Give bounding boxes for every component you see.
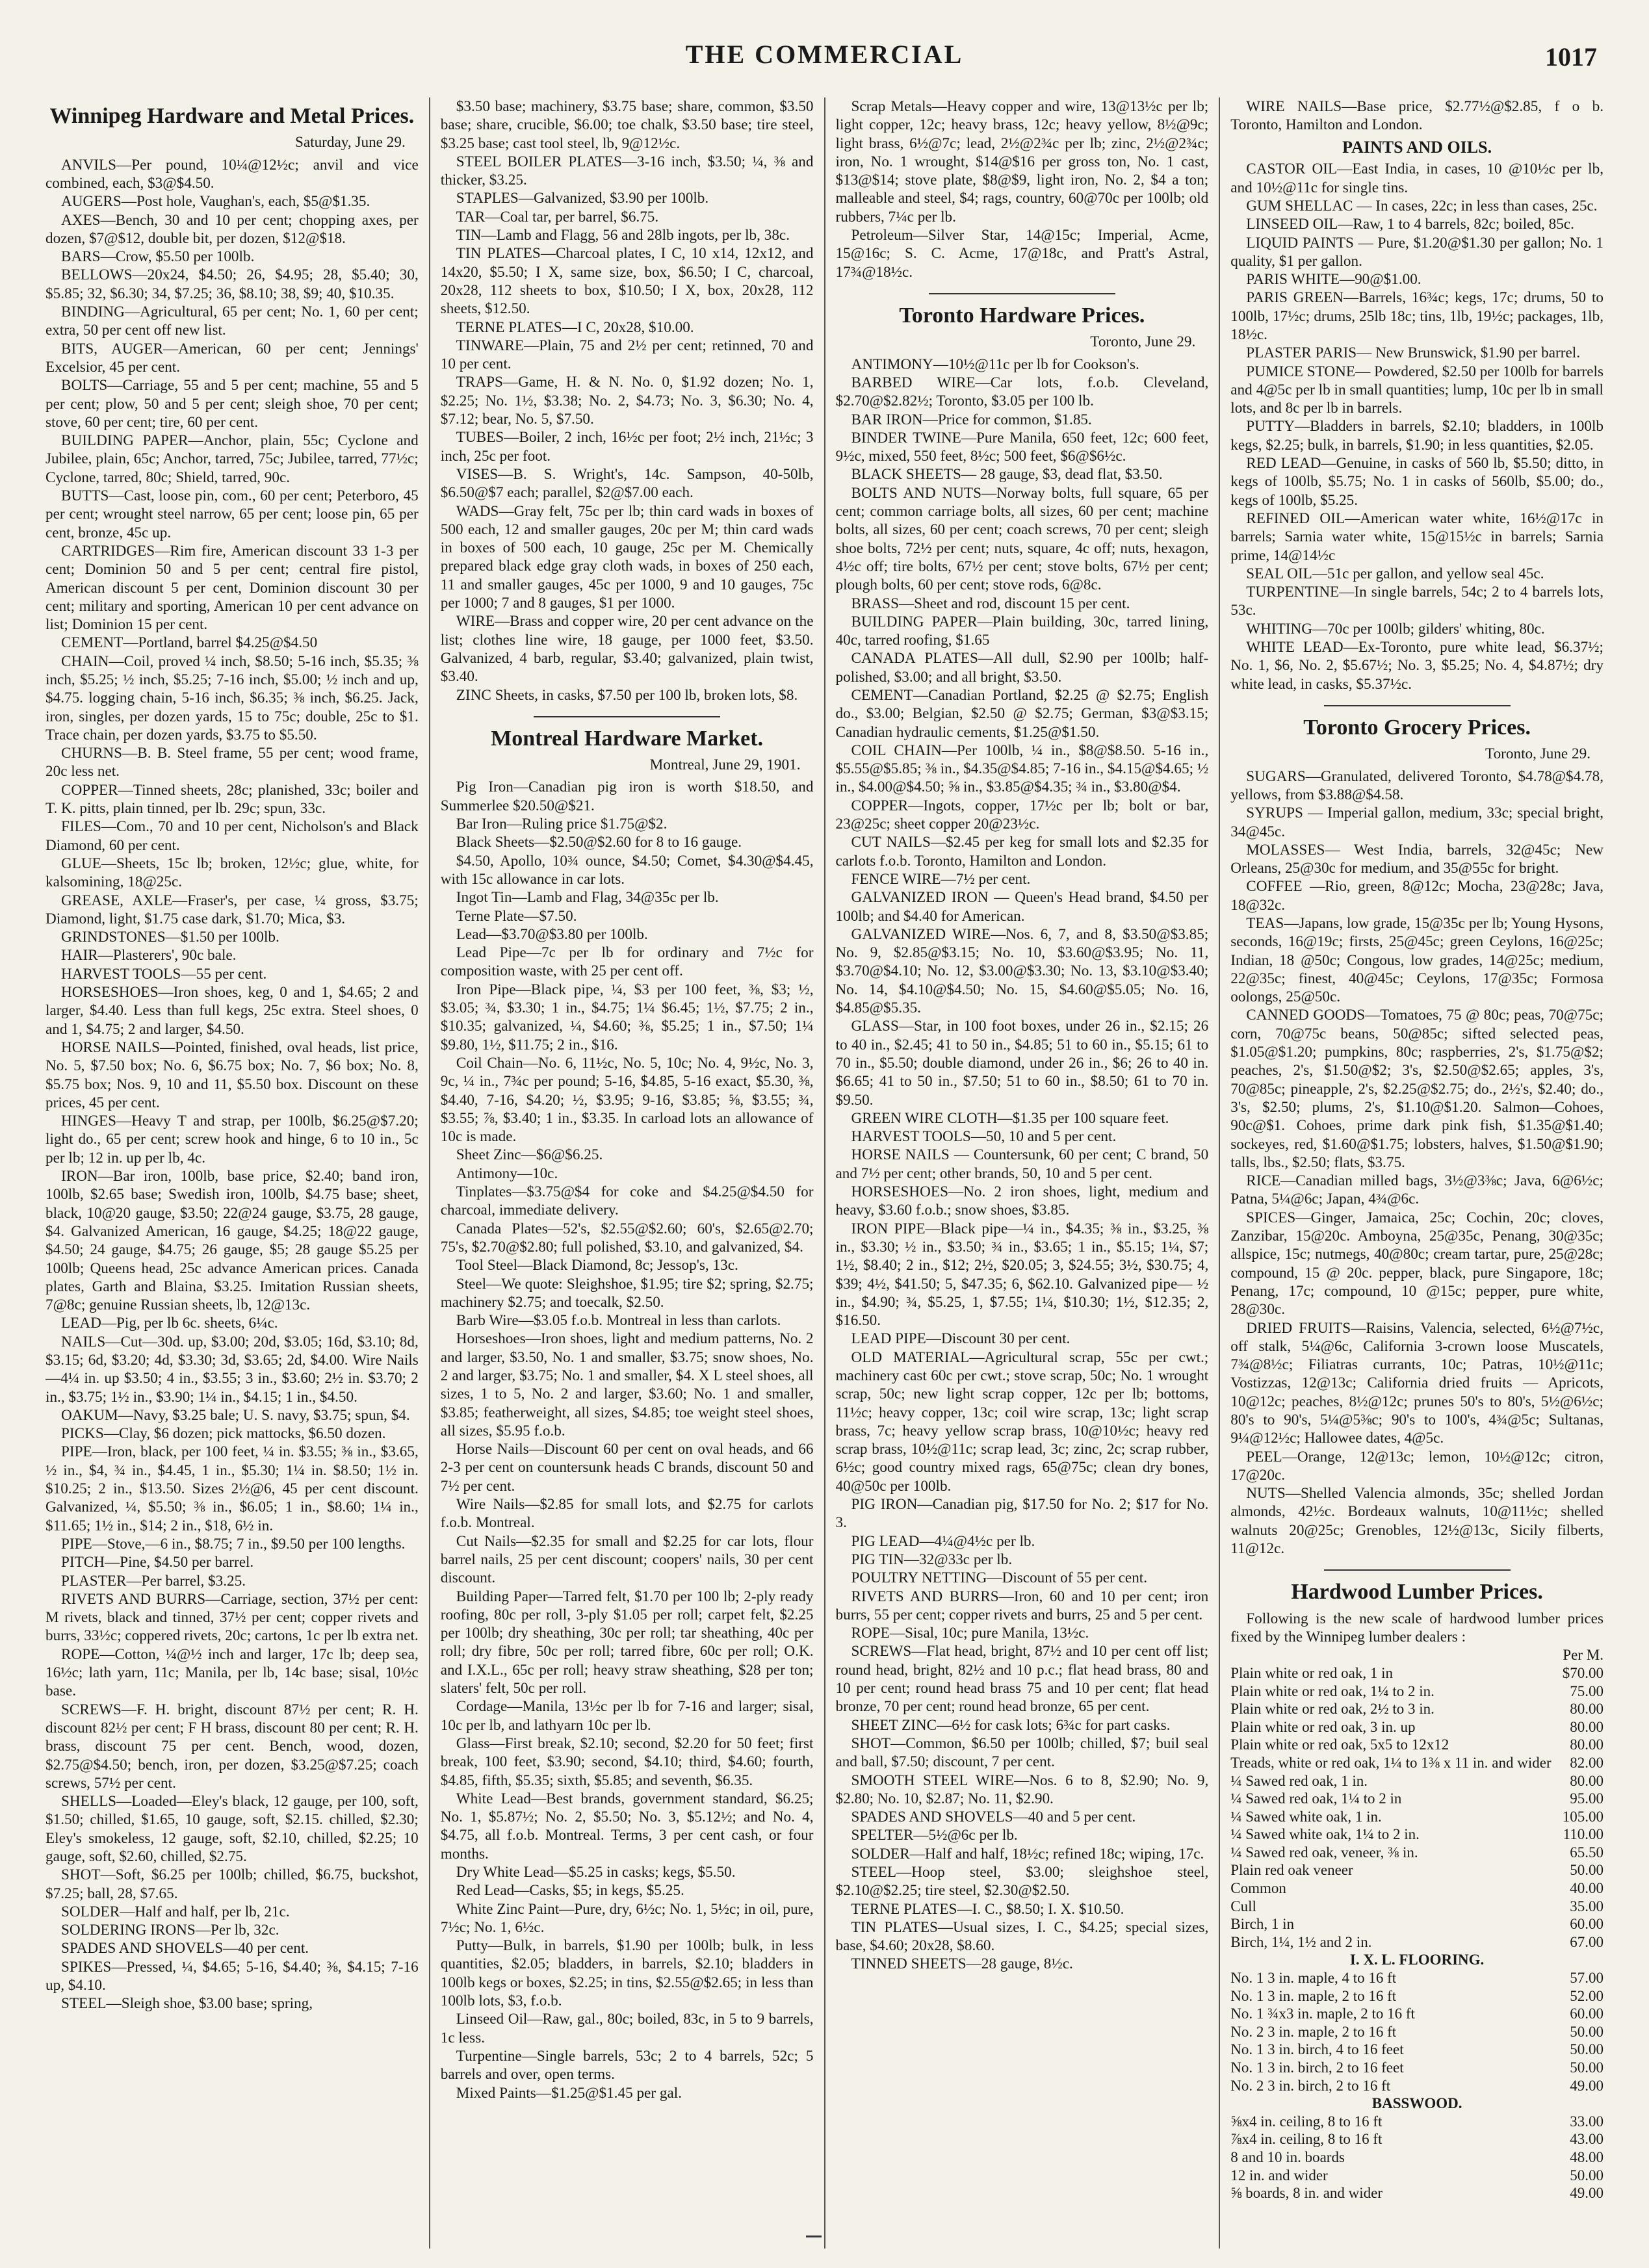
price-entry: STEEL—Sleigh shoe, $3.00 base; spring,: [61, 1995, 313, 2013]
price-entry: TERNE PLATES—I. C., $8.50; I. X. $10.50.: [851, 1900, 1124, 1918]
price-entry: SPELTER—5½@6c per lb.: [851, 1827, 1018, 1844]
table-row: [1230, 2077, 1604, 2095]
price-entry: PIG IRON—Canadian pig, $17.50 for No. 2; $17 for No. 3.: [835, 1496, 1209, 1532]
price-entry: Tinplates—$3.75@$4 for coke and $4.25@$4.50 for charcoal, immediate delivery.: [440, 1183, 814, 1219]
price-entry: ROPE—Sisal, 10c; pure Manila, 13½c.: [851, 1625, 1089, 1642]
column-3: [836, 97, 1209, 2249]
price-entry: Putty—Bulk, in barrels, $1.90 per 100lb; bulk, in less quantities, $2.05; bladders, in barrels, $2.10; bladders in 100lb kegs or boxes, $2.25; in tins, $2.55@$2.65; in less than 100lb lots, $3, f.o.b.: [440, 1937, 814, 2010]
table-subhead-row: [1230, 2094, 1604, 2113]
price-entry: White Zinc Paint—Pure, dry, 6½c; No. 1, 5½c; in oil, pure, 7½c; No. 1, 6½c.: [440, 1900, 814, 1936]
lumber-price: 33.00: [1570, 2113, 1604, 2130]
lumber-item: 12 in. and wider: [1230, 2167, 1328, 2184]
price-entry: RIVETS AND BURRS—Carriage, section, 37½ per cent: M rivets, black and tinned, 37½ per cent; copper rivets and burrs, 33½c; coppered rivets, 20c; cartons, 1c per lb extra net.: [45, 1590, 419, 1645]
price-entry: PIG TIN—32@33c per lb.: [851, 1551, 1013, 1568]
price-entry: TURPENTINE—In single barrels, 54c; 2 to 4 barrels lots, 53c.: [1230, 584, 1604, 619]
lumber-item: Birch, 1 in: [1230, 1916, 1294, 1933]
subsection-heading: PAINTS AND OILS.: [1342, 137, 1492, 157]
price-entry: TRAPS—Game, H. & N. No. 0, $1.92 dozen; No. 1, $2.25; No. 1½, $3.38; No. 2, $4.73; No. 3, $6.30; No. 4, $7.12; bear, No. 5, $7.50.: [440, 374, 814, 428]
price-entry: LEAD—Pig, per lb 6c. sheets, 6¼c.: [61, 1315, 278, 1332]
column-rule: [824, 97, 825, 2249]
price-entry: AUGERS—Post hole, Vaughan's, each, $5@$1.35.: [61, 193, 370, 211]
price-entry: TERNE PLATES—I C, 20x28, $10.00.: [456, 318, 694, 336]
lumber-price: 110.00: [1563, 1826, 1604, 1843]
lumber-item: ¼ Sawed red oak, veneer, ⅜ in.: [1230, 1844, 1418, 1861]
price-entry: TINWARE—Plain, 75 and 2½ per cent; retinned, 70 and 10 per cent.: [440, 337, 814, 373]
columns: [45, 97, 1604, 2249]
price-entry: OAKUM—Navy, $3.25 bale; U. S. navy, $3.75; spun, $4.: [61, 1406, 410, 1424]
unit-header: Per M.: [1563, 1647, 1604, 1664]
lumber-item: ⅞x4 in. ceiling, 8 to 16 ft: [1230, 2131, 1383, 2148]
price-entry: CEMENT—Portland, barrel $4.25@$4.50: [61, 634, 318, 652]
lumber-price: 67.00: [1570, 1933, 1604, 1950]
price-entry: HORSESHOES—Iron shoes, keg, 0 and 1, $4.65; 2 and larger, $4.40. Less than full kegs, 25c extra. Steel shoes, 0 and 1, $4.75; 2 and larger, $4.50.: [45, 984, 419, 1038]
journal-title: THE COMMERCIAL: [685, 40, 964, 69]
section-rule: [929, 293, 1115, 294]
price-entry: COPPER—Ingots, copper, 17½c per lb; bolt or bar, 23@25c; sheet copper 20@23½c.: [835, 797, 1209, 833]
table-row: [1230, 1682, 1604, 1701]
price-entry: GALVANIZED WIRE—Nos. 6, 7, and 8, $3.50@$3.85; No. 9, $2.85@$3.15; No. 10, $3.60@$3.95; No. 11, $3.70@$4.10; No. 12, $3.00@$3.30; No. 13, $3.10@$3.40; No. 14, $4.10@$4.50; No. 15, $4.60@$5.05; No. 16, $4.85@$5.35.: [835, 925, 1209, 1017]
section-intro: Following is the new scale of hardwood lumber prices fixed by the Winnipeg lumber dealers :: [1230, 1610, 1604, 1646]
table-header-row: [1230, 1646, 1604, 1664]
dateline: Toronto, June 29.: [1485, 745, 1591, 763]
price-entry: HORSESHOES—No. 2 iron shoes, light, medium and heavy, $3.60 f.o.b.; snow shoes, $3.85.: [835, 1183, 1209, 1219]
price-entry: STEEL—Hoop steel, $3.00; sleighshoe steel, $2.10@$2.25; tire steel, $2.30@$2.50.: [835, 1864, 1209, 1900]
price-entry: HARVEST TOOLS—55 per cent.: [61, 965, 267, 983]
price-entry: HORSE NAILS—Pointed, finished, oval heads, list price, No. 5, $7.50 box; No. 6, $6.75 box; No. 7, $6 box; No. 8, $5.75 box; Nos. 9, 10 and 11, $5.50 box. Discount on these prices, 45 per cent.: [45, 1038, 419, 1111]
price-entry: PITCH—Pine, $4.50 per barrel.: [61, 1554, 254, 1571]
price-entry: Sheet Zinc—$6@$6.25.: [456, 1146, 603, 1164]
price-entry: Barb Wire—$3.05 f.o.b. Montreal in less than carlots.: [456, 1312, 781, 1330]
price-entry: $3.50 base; machinery, $3.75 base; share, common, $3.50 base; share, crucible, $6.00; toe chalk, $3.50 base; tire steel, $3.25 base; cast tool steel, lb, 9@12½c.: [440, 98, 814, 152]
price-entry: HAIR—Plasterers', 90c bale.: [61, 947, 237, 964]
price-entry: TIN PLATES—Usual sizes, I. C., $4.25; special sizes, base, $4.60; 20x28, $8.60.: [835, 1918, 1209, 1955]
price-entry: TAR—Coal tar, per barrel, $6.75.: [456, 208, 659, 226]
price-entry: Lead—$3.70@$3.80 per 100lb.: [456, 925, 648, 943]
price-entry: GLUE—Sheets, 15c lb; broken, 12½c; glue, white, for kalsomining, 18@25c.: [45, 855, 419, 891]
price-entry: Tool Steel—Black Diamond, 8c; Jessop's, 13c.: [456, 1257, 738, 1274]
lumber-item: ¼ Sawed red oak, 1 in.: [1230, 1772, 1368, 1789]
table-row: [1230, 1754, 1604, 1772]
price-entry: CASTOR OIL—East India, in cases, 10 @10½c per lb, and 10½@11c for single tins.: [1230, 161, 1604, 196]
price-entry: TIN PLATES—Charcoal plates, I C, 10 x14, 12x12, and 14x20, $5.50; I X, same size, box, $6.50; I C, charcoal, 20x28, 112 sheets to box, $10.50; I X, box, 20x28, 112 sheets, $12.50.: [440, 245, 814, 318]
column-1: [45, 97, 419, 2249]
price-entry: Wire Nails—$2.85 for small lots, and $2.75 for carlots f.o.b. Montreal.: [440, 1496, 814, 1532]
price-entry: Black Sheets—$2.50@$2.60 for 8 to 16 gauge.: [456, 834, 742, 851]
lumber-price: 65.50: [1570, 1844, 1604, 1861]
price-entry: Coil Chain—No. 6, 11½c, No. 5, 10c; No. 4, 9½c, No. 3, 9c, ¼ in., 7¾c per pound; 5-16, $4.85, 5-16 exact, $5.30, ⅜, $4.40, 7-16, $4.20; ½, $3.95; 9-16, $3.85; ⅝, $3.55; ¾, $3.55; ⅞, $3.40; 1 in., $3.35. In carload lots an allowance of 10c is made.: [440, 1054, 814, 1146]
price-entry: PUTTY—Bladders in barrels, $2.10; bladders, in 100lb kegs, $2.25; bulk, in barrels, $1.90; in less quantities, $2.05.: [1230, 418, 1604, 454]
table-row: [1230, 1844, 1604, 1862]
price-entry: RICE—Canadian milled bags, 3½@3⅜c; Java, 6@6½c; Patna, 5¼@6c; Japan, 4¾@6c.: [1230, 1172, 1604, 1208]
price-entry: CANNED GOODS—Tomatoes, 75 @ 80c; peas, 70@75c; corn, 70@75c beans, 50@85c; sifted selected peas, $1.05@$1.20; pumpkins, 80c; raspberries, 2's, $1.75@$2; peaches, 2's, $1.50@$2; 3's, $2.50@$2.65; apples, 3's, 70@85c; pineapple, 2's, $2.25@$2.75; do., 2½'s, $2.40; do., 3's, $2.50; plums, 2's, $1.10@$1.20. Salmon—Cohoes, 90c@$1. Cohoes, prime dark pink fish, $1.35@$1.40; sockeyes, red, $1.60@$1.75; lobsters, halves, $1.50@$1.90; talls, lbs., $2.50; flats, $3.75.: [1230, 1007, 1604, 1171]
price-entry: BARS—Crow, $5.50 per 100lb.: [61, 248, 255, 266]
price-entry: GRINDSTONES—$1.50 per 100lb.: [61, 929, 279, 946]
lumber-item: ⅝ boards, 8 in. and wider: [1230, 2185, 1383, 2202]
table-row: [1230, 1915, 1604, 1933]
price-entry: SEAL OIL—51c per gallon, and yellow seal 45c.: [1246, 565, 1544, 582]
price-entry: BOLTS AND NUTS—Norway bolts, full square, 65 per cent; common carriage bolts, all sizes, 60 per cent; machine bolts, all sizes, 60 per cent; coach screws, 70 per cent; sleigh shoe bolts, 72½ per cent; nuts, square, 4c off; nuts, hexagon, 4½c off; tire bolts, 67½ per cent; stove bolts, 67½ per cent; plough bolts, 60 per cent; stove rods, 6@8c.: [835, 484, 1209, 594]
price-entry: LIQUID PAINTS — Pure, $1.20@$1.30 per gallon; No. 1 quality, $1 per gallon.: [1230, 234, 1604, 270]
price-entry: IRON—Bar iron, 100lb, base price, $2.40; band iron, 100lb, $2.65 base; Swedish iron, 100lb, $4.75 base; sheet, black, 10@20 gauge, $3.50; 22@24 gauge, $3.75, 28 gauge, $4. Galvanized American, 16 gauge, $4.25; 18@22 gauge, $4.50; 24 gauge, $4.75; 26 gauge, $5; 28 gauge $5.25 per 100lb; Queens head, 25c advance American prices. Canada plates, Garth and Blaina, $3.25. Imitation Russian sheets, 7@8c; genuine Russian sheets, lb, 12@13c.: [45, 1168, 419, 1314]
price-entry: GREEN WIRE CLOTH—$1.35 per 100 square feet.: [851, 1109, 1169, 1127]
lumber-price: 50.00: [1570, 2167, 1604, 2184]
lumber-price: 40.00: [1570, 1880, 1604, 1897]
lumber-item: Plain red oak veneer: [1230, 1862, 1353, 1879]
lumber-price: 95.00: [1570, 1790, 1604, 1807]
table-row: [1230, 1969, 1604, 1987]
lumber-price: 75.00: [1570, 1682, 1604, 1699]
price-entry: SHOT—Common, $6.50 per 100lb; chilled, $7; buil seal and ball, $7.50; discount, 7 per cent.: [835, 1734, 1209, 1771]
section-title: Hardwood Lumber Prices.: [1291, 1580, 1543, 1604]
price-entry: SPIKES—Pressed, ¼, $4.65; 5-16, $4.40; ⅜, $4.15; 7-16 up, $4.10.: [45, 1958, 419, 1994]
price-entry: Linseed Oil—Raw, gal., 80c; boiled, 83c, in 5 to 9 barrels, 1c less.: [440, 2011, 814, 2046]
price-entry: SOLDER—Half and half, 18½c; refined 18c; wiping, 17c.: [851, 1845, 1204, 1862]
price-entry: WIRE NAILS—Base price, $2.77½@$2.85, f o b. Toronto, Hamilton and London.: [1230, 98, 1604, 134]
lumber-item: Treads, white or red oak, 1¼ to 1⅜ x 11 in. and wider: [1230, 1754, 1552, 1771]
lumber-price: 60.00: [1570, 2005, 1604, 2022]
price-entry: BRASS—Sheet and rod, discount 15 per cent.: [851, 595, 1130, 612]
table-row: [1230, 2184, 1604, 2202]
price-entry: Building Paper—Tarred felt, $1.70 per 100 lb; 2-ply ready roofing, 80c per roll, 3-ply $1.05 per roll; carpet felt, $2.25 per 100lb; dry sheathing, 30c per roll; tar sheathing, 40c per roll; dry fibre, 50c per roll; tarred fibre, 60c per roll; O.K. and I.X.L., 65c per roll; heavy straw sheathing, $28 per ton; slaters' felt, 50c per roll.: [440, 1588, 814, 1697]
price-entry: Cordage—Manila, 13½c per lb for 7-16 and larger; sisal, 10c per lb, and lathyarn 10c per lb.: [440, 1698, 814, 1734]
price-entry: Steel—We quote: Sleighshoe, $1.95; tire $2; spring, $2.75; machinery $2.75; and toecalk, $2.50.: [440, 1275, 814, 1311]
price-entry: SPADES AND SHOVELS—40 per cent.: [61, 1940, 309, 1957]
price-entry: FILES—Com., 70 and 10 per cent, Nicholson's and Black Diamond, 60 per cent.: [45, 818, 419, 854]
price-entry: ANTIMONY—10½@11c per lb for Cookson's.: [851, 355, 1139, 373]
lumber-price: 50.00: [1570, 2059, 1604, 2076]
table-row: [1230, 2130, 1604, 2148]
price-entry: PIPE—Iron, black, per 100 feet, ¼ in. $3.55; ⅜ in., $3.65, ½ in., $4, ¾ in., $4.45, 1 in., $5.30; 1¼ in. $8.50; 1½ in. $10.25; 2 in., $13.50. Sizes 2½@6, 45 per cent discount. Galvanized, ¼, $5.50; ⅜ in., $6.05; 1 in., $8.60; 1¼ in., $11.65; 1½ in., $14; 2 in., $18, 6½ in.: [45, 1443, 419, 1534]
price-entry: GALVANIZED IRON — Queen's Head brand, $4.50 per 100lb; and $4.40 for American.: [835, 889, 1209, 925]
price-entry: CHURNS—B. B. Steel frame, 55 per cent; wood frame, 20c less net.: [45, 745, 419, 780]
price-entry: Horse Nails—Discount 60 per cent on oval heads, and 66 2-3 per cent on countersunk heads C brands, discount 50 and 7½ per cent.: [440, 1441, 814, 1495]
price-entry: TEAS—Japans, low grade, 15@35c per lb; Young Hysons, seconds, 16@19c; firsts, 25@45c; green Ceylons, 16@25c; Indian, 18 @50c; Congous, low grades, 14@25c; medium, 22@35c; finest, 40@45c; Ceylons, 17@35c; Formosa oolongs, 25@50c.: [1230, 914, 1604, 1006]
price-entry: STEEL BOILER PLATES—3-16 inch, $3.50; ¼, ⅜ and thicker, $3.25.: [440, 153, 814, 189]
column-2: [441, 97, 814, 2249]
lumber-price: 49.00: [1570, 2077, 1604, 2094]
table-row: [1230, 1808, 1604, 1826]
price-entry: Terne Plate—$7.50.: [456, 907, 577, 925]
table-row: [1230, 1898, 1604, 1916]
lumber-item: No. 1 3 in. birch, 2 to 16 feet: [1230, 2059, 1404, 2076]
table-subhead: I. X. L. FLOORING.: [1349, 1952, 1485, 1968]
lumber-item: Plain white or red oak, 1 in: [1230, 1664, 1394, 1681]
table-row: [1230, 2148, 1604, 2167]
price-entry: WIRE—Brass and copper wire, 20 per cent advance on the list; clothes line wire, 18 gauge, per 1000 feet, $3.50. Galvanized, 4 barb, regular, $3.40; galvanized, plain twist, $3.40.: [440, 613, 814, 686]
price-entry: FENCE WIRE—7½ per cent.: [851, 870, 1031, 888]
price-entry: PLASTER PARIS— New Brunswick, $1.90 per barrel.: [1246, 344, 1580, 362]
table-row: [1230, 1879, 1604, 1898]
price-entry: PIG LEAD—4¼@4½c per lb.: [851, 1532, 1035, 1550]
price-entry: REFINED OIL—American water white, 16½@17c in barrels; Sarnia water white, 15@15½c in barrels; Sarnia prime, 14@14½c: [1230, 509, 1604, 564]
price-entry: TUBES—Boiler, 2 inch, 16½c per foot; 2½ inch, 21½c; 3 inch, 25c per foot.: [440, 429, 814, 465]
price-entry: Scrap Metals—Heavy copper and wire, 13@13½c per lb; light copper, 12c; heavy brass, 12c; heavy yellow, 8½@9c; light brass, 6½@7c; lead, 2½@2¾c per lb; zinc, 2½@2¾c; iron, No. 1 wrought, $14@$16 per gross ton, No. 1 cast, $13@$14; stove plate, $8@$9, light iron, No. 2, $4 a ton; malleable and steel, $4; rags, country, 60@70c per 100lb; old rubbers, 7¼c per lb.: [835, 98, 1209, 226]
price-entry: PICKS—Clay, $6 dozen; pick mattocks, $6.50 dozen.: [61, 1425, 386, 1443]
price-entry: SHOT—Soft, $6.25 per 100lb; chilled, $6.75, buckshot, $7.25; ball, 28, $7.65.: [45, 1866, 419, 1902]
price-entry: Horseshoes—Iron shoes, light and medium patterns, No. 2 and larger, $3.50, No. 1 and smaller, $3.75; snow shoes, No. 2 and larger, $3.75; No. 1 and smaller, $4. X L steel shoes, all sizes, 1 to 5, No. 2 and larger, $3.60; No. 1 and smaller, $3.85; featherweight, all sizes, $4.85; toe weight steel shoes, all sizes, $5.95 f.o.b.: [440, 1330, 814, 1439]
price-entry: Cut Nails—$2.35 for small and $2.25 for car lots, flour barrel nails, 25 per cent discount; coopers' nails, 30 per cent discount.: [440, 1532, 814, 1587]
table-row: [1230, 2113, 1604, 2131]
table-row: [1230, 1861, 1604, 1879]
table-row: [1230, 1772, 1604, 1790]
lumber-price: $70.00: [1562, 1664, 1604, 1681]
price-entry: SHELLS—Loaded—Eley's black, 12 gauge, per 100, soft, $1.50; chilled, $1.65, 10 gauge, soft, $2.15. chilled, $2.30; Eley's smokeless, 12 gauge, soft, $2.10, chilled, $2.25; 10 gauge, soft, $2.60, chilled, $2.75.: [45, 1793, 419, 1865]
price-entry: PEEL—Orange, 12@13c; lemon, 10½@12c; citron, 17@20c.: [1230, 1448, 1604, 1484]
price-entry: WADS—Gray felt, 75c per lb; thin card wads in boxes of 500 each, 12 and smaller gauges, 20c per M; thin card wads in boxes of 500 each, 10 gauge, 25c per M. Chemically prepared black edge gray cloth wads, in boxes of 250 each, 11 and smaller gauges, 45c per 1000, 9 and 10 gauges, 75c per 1000; 7 and 8 gauges, $1 per 1000.: [440, 502, 814, 612]
price-entry: Iron Pipe—Black pipe, ¼, $3 per 100 feet, ⅜, $3; ½, $3.05; ¾, $3.30; 1 in., $4.75; 1¼ $6.45; 1½, $7.75; 2 in., $10.35; galvanized, ¼, $4.60; ⅜, $5.25; 1 in., $7.50; 1¼ $9.80, 1½, $11.75; 2 in., $16.: [440, 981, 814, 1053]
table-row: [1230, 1790, 1604, 1808]
lumber-item: 8 and 10 in. boards: [1230, 2148, 1345, 2165]
price-entry: Turpentine—Single barrels, 53c; 2 to 4 barrels, 52c; 5 barrels and over, open terms.: [440, 2047, 814, 2083]
lumber-item: No. 2 3 in. maple, 2 to 16 ft: [1230, 2023, 1397, 2040]
lumber-price: 80.00: [1570, 1718, 1604, 1735]
price-entry: SMOOTH STEEL WIRE—Nos. 6 to 8, $2.90; No. 9, $2.80; No. 10, $2.87; No. 11, $2.90.: [835, 1772, 1209, 1807]
table-header-spacer: [1230, 1646, 1561, 1664]
lumber-price: 57.00: [1570, 1970, 1604, 1987]
price-entry: CHAIN—Coil, proved ¼ inch, $8.50; 5-16 inch, $5.35; ⅜ inch, $5.25; ½ inch, $5.25; 7-16 inch, $5.00; ½ inch and up, $4.75. logging chain, 5-16 inch, $6.35; ⅜ inch, $6.25. Jack, iron, singles, per dozen yards, 15 to 75c; double, 25c to $1. Trace chain, per dozen yards, $3.75 to $5.50.: [45, 652, 419, 743]
price-entry: HINGES—Heavy T and strap, per 100lb, $6.25@$7.20; light do., 65 per cent; screw hook and hinge, 6 to 10 in., 5c per lb; 12 in. up per lb, 4c.: [45, 1113, 419, 1166]
price-entry: AXES—Bench, 30 and 10 per cent; chopping axes, per dozen, $7@$12, double bit, per dozen, $12@$18.: [45, 211, 419, 247]
price-entry: LEAD PIPE—Discount 30 per cent.: [851, 1330, 1071, 1348]
lumber-price: 48.00: [1570, 2148, 1604, 2165]
section-rule: [534, 716, 720, 717]
price-entry: SPADES AND SHOVELS—40 and 5 per cent.: [851, 1809, 1136, 1826]
lumber-item: Plain white or red oak, 3 in. up: [1230, 1718, 1416, 1735]
lumber-item: Cull: [1230, 1898, 1256, 1914]
price-entry: BUILDING PAPER—Plain building, 30c, tarred lining, 40c, tarred roofing, $1.65: [835, 613, 1209, 649]
price-entry: SCREWS—Flat head, bright, 87½ and 10 per cent off list; round head, bright, 82½ and 10 p.c.; flat head brass, 80 and 10 per cent; round head brass 75 and 10 per cent; flat head bronze, 70 per cent; round head bronze, 65 per cent.: [835, 1643, 1209, 1716]
price-entry: BAR IRON—Price for common, $1.85.: [851, 411, 1092, 428]
price-entry: SHEET ZINC—6½ for cask lots; 6¾c for part casks.: [851, 1716, 1171, 1734]
table-row: [1230, 1700, 1604, 1718]
section-title: Toronto Grocery Prices.: [1303, 715, 1531, 740]
price-entry: Canada Plates—52's, $2.55@$2.60; 60's, $2.65@2.70; 75's, $2.70@$2.80; full polished, $3.10, and galvanized, $4.: [440, 1220, 814, 1256]
price-entry: ROPE—Cotton, ¼@½ inch and larger, 17c lb; deep sea, 16½c; lath yarn, 11c; Manila, per lb, 14c base; sisal, 10½c base.: [45, 1645, 419, 1700]
lumber-price: 49.00: [1570, 2185, 1604, 2202]
price-entry: SUGARS—Granulated, delivered Toronto, $4.78@$4.78, yellows, from $3.88@$4.58.: [1230, 767, 1604, 803]
lumber-price-table: [1230, 1646, 1604, 2202]
lumber-price: 50.00: [1570, 2023, 1604, 2040]
table-row: [1230, 2059, 1604, 2077]
price-entry: Antimony—10c.: [456, 1165, 558, 1182]
table-subhead: BASSWOOD.: [1371, 2095, 1462, 2112]
table-row: [1230, 1664, 1604, 1682]
price-entry: BINDER TWINE—Pure Manila, 650 feet, 12c; 600 feet, 9½c, mixed, 550 feet, 8½c; 500 feet, $6@$6½c.: [835, 429, 1209, 465]
price-entry: GUM SHELLAC — In cases, 22c; in less than cases, 25c.: [1246, 197, 1598, 214]
price-entry: White Lead—Best brands, government standard, $6.25; No. 1, $5.87½; No. 2, $5.50; No. 3, $5.12½; and No. 4, $4.75, all f.o.b. Montreal. Terms, 3 per cent cash, or four months.: [440, 1790, 814, 1862]
price-entry: Glass—First break, $2.10; second, $2.20 for 50 feet; first break, 100 feet, $3.90; second, $4.10; third, $4.60; fourth, $4.85, fifth, $5.35; sixth, $5.85; and seventh, $6.35.: [440, 1734, 814, 1789]
price-entry: TIN—Lamb and Flagg, 56 and 28lb ingots, per lb, 38c.: [456, 227, 790, 244]
lumber-item: No. 1 3 in. birch, 4 to 16 feet: [1230, 2041, 1404, 2058]
running-head: [45, 39, 1604, 75]
price-entry: NUTS—Shelled Valencia almonds, 35c; shelled Jordan almonds, 42½c. Bordeaux walnuts, 10@11½c; shelled walnuts 20@25c; Grenobles, 12½@13c, Sicily filberts, 11@12c.: [1230, 1485, 1604, 1558]
price-entry: OLD MATERIAL—Agricultural scrap, 55c per cwt.; machinery cast 60c per cwt.; stove scrap, 50c; No. 1 wrought scrap, 50c; new light scrap copper, 12c per lb; bottoms, 11½c; heavy copper, 13c; coil wire scrap, 13c; light scrap brass, 7c; heavy yellow scrap brass, 10@10½c; heavy red scrap brass, 10½@11c; scrap lead, 3c; zinc, 2c; scrap rubber, 6½c; good country mixed rags, 65@75c; clean dry bones, 40@50c per 100lb.: [835, 1348, 1209, 1495]
dateline: Saturday, June 29.: [294, 134, 406, 151]
dateline: Toronto, June 29.: [1090, 333, 1196, 351]
price-entry: NAILS—Cut—30d. up, $3.00; 20d, $3.05; 16d, $3.10; 8d, $3.15; 6d, $3.20; 4d, $3.30; 3d, $3.65; 2d, $4.00. Wire Nails—4¼ in. up $3.50; 4 in., $3.55; 3 in., $3.60; 2½ in. $3.70; 2 in., $3.75; 1½ in., $3.90; 1¼ in., $4.15; 1 in., $4.50.: [45, 1333, 419, 1406]
lumber-item: No. 2 3 in. birch, 2 to 16 ft: [1230, 2077, 1391, 2094]
price-entry: GLASS—Star, in 100 foot boxes, under 26 in., $2.15; 26 to 40 in., $2.45; 41 to 50 in., $4.85; 51 to 60 in., $5.15; 61 to 70 in., $5.50; double diamond, under 26 in., $6; 26 to 40 in. $6.65; 41 to 50 in., $7.50; 51 to 60 in., $8.50; 61 to 70 in. $9.50.: [835, 1018, 1209, 1109]
dateline: Montreal, June 29, 1901.: [649, 756, 801, 774]
price-entry: Pig Iron—Canadian pig iron is worth $18.50, and Summerlee $20.50@$21.: [440, 779, 814, 814]
table-row: [1230, 1736, 1604, 1754]
lumber-item: Plain white or red oak, 2½ to 3 in.: [1230, 1701, 1435, 1718]
lumber-price: 105.00: [1562, 1808, 1604, 1825]
lumber-item: Plain white or red oak, 1¼ to 2 in.: [1230, 1682, 1435, 1699]
column-4: [1230, 97, 1604, 2249]
price-entry: WHITING—70c per 100lb; gilders' whiting, 80c.: [1246, 620, 1545, 638]
section-title: Toronto Hardware Prices.: [899, 303, 1145, 328]
price-entry: BOLTS—Carriage, 55 and 5 per cent; machine, 55 and 5 per cent; plow, 50 and 5 per cent; sleigh shoe, 70 per cent; stove, 60 per cent; tire, 60 per cent.: [45, 377, 419, 431]
price-entry: Lead Pipe—7c per lb for ordinary and 7½c for composition waste, with 25 per cent off.: [440, 944, 814, 980]
price-entry: STAPLES—Galvanized, $3.90 per 100lb.: [456, 190, 709, 207]
page-number: 1017: [1545, 42, 1597, 71]
price-entry: PARIS GREEN—Barrels, 16¾c; kegs, 17c; drums, 50 to 100lb, 17½c; drums, 25lb 18c; tins, 1lb, 19½c; packages, 1lb, 18½c.: [1230, 289, 1604, 343]
price-entry: CEMENT—Canadian Portland, $2.25 @ $2.75; English do., $3.00; Belgian, $2.50 @ $2.75; German, $3@$3.15; Canadian hydraulic cements, $1.25@$1.50.: [835, 687, 1209, 741]
table-row: [1230, 2023, 1604, 2041]
price-entry: MOLASSES— West India, barrels, 32@45c; New Orleans, 25@30c for medium, and 35@55c for bright.: [1230, 841, 1604, 877]
price-entry: PUMICE STONE— Powdered, $2.50 per 100lb for barrels and 4@5c per lb in small quantities; lump, 10c per lb in small lots, and 8c per lb in barrels.: [1230, 363, 1604, 417]
price-entry: PLASTER—Per barrel, $3.25.: [61, 1572, 246, 1590]
price-entry: WHITE LEAD—Ex-Toronto, pure white lead, $6.37½; No. 1, $6, No. 2, $5.67½; No. 3, $5.25; No. 4, $4.87½; dry white lead, in casks, $5.37½c.: [1230, 639, 1604, 693]
price-entry: Petroleum—Silver Star, 14@15c; Imperial, Acme, 15@16c; S. C. Acme, 17@18c, and Pratt's Astral, 17¾@18½c.: [835, 227, 1209, 281]
price-entry: LINSEED OIL—Raw, 1 to 4 barrels, 82c; boiled, 85c.: [1246, 216, 1574, 233]
table-row: [1230, 1825, 1604, 1844]
table-row: [1230, 1933, 1604, 1952]
price-entry: VISES—B. S. Wright's, 14c. Sampson, 40-50lb, $6.50@$7 each; parallel, $2@$7.00 each.: [440, 465, 814, 502]
table-row: [1230, 1718, 1604, 1736]
price-entry: Mixed Paints—$1.25@$1.45 per gal.: [456, 2084, 682, 2102]
lumber-item: Birch, 1¼, 1½ and 2 in.: [1230, 1933, 1372, 1950]
price-entry: SOLDERING IRONS—Per lb, 32c.: [61, 1922, 279, 1939]
lumber-price: 35.00: [1570, 1898, 1604, 1914]
lumber-price: 50.00: [1570, 2041, 1604, 2058]
price-entry: Red Lead—Casks, $5; in kegs, $5.25.: [456, 1882, 684, 1900]
price-entry: PIPE—Stove,—6 in., $8.75; 7 in., $9.50 per 100 lengths.: [61, 1535, 406, 1553]
section-title: Winnipeg Hardware and Metal Prices.: [49, 104, 415, 128]
price-entry: COIL CHAIN—Per 100lb, ¼ in., $8@$8.50. 5-16 in., $5.55@$5.85; ⅜ in., $4.35@$4.85; 7-16 in., $4.15@$4.65; ½ in., $4.00@$4.50; ⅝ in., $3.85@$4.35; ¾ in., $3.80@$4.: [835, 741, 1209, 796]
lumber-item: No. 1 3 in. maple, 2 to 16 ft: [1230, 1987, 1397, 2004]
lumber-price: 82.00: [1570, 1754, 1604, 1771]
lumber-item: ¼ Sawed white oak, 1¼ to 2 in.: [1230, 1826, 1420, 1843]
price-entry: SPICES—Ginger, Jamaica, 25c; Cochin, 20c; cloves, Zanzibar, 15@20c. Amboyna, 25@35c, Penang, 30@35c; allspice, 15c; nutmegs, 40@80c; cream tartar, pure, 25@28c; compound, 15 @ 20c. pepper, black, pure Singapore, 18c; Penang, 17c; compound, 10 @15c; pepper, pure white, 28@30c.: [1230, 1209, 1604, 1319]
lumber-price: 50.00: [1570, 1862, 1604, 1879]
price-entry: RED LEAD—Genuine, in casks of 560 lb, $5.50; ditto, in kegs of 100lb, $5.75; No. 1 in casks of 560lb, $5.00; do., kegs of 100lb, $5.25.: [1230, 455, 1604, 509]
price-entry: SCREWS—F. H. bright, discount 87½ per cent; R. H. discount 82½ per cent; F H brass, discount 80 per cent; R. H. brass, discount 75 per cent. Bench, wood, dozen, $2.75@$4.50; bench, iron, per dozen, $3.25@$7.25; coach screws, 57½ per cent.: [45, 1701, 419, 1792]
lumber-price: 43.00: [1570, 2131, 1604, 2148]
lumber-price: 60.00: [1570, 1916, 1604, 1933]
table-row: [1230, 2005, 1604, 2023]
section-rule: [1324, 1569, 1511, 1571]
price-entry: BELLOWS—20x24, $4.50; 26, $4.95; 28, $5.40; 30, $5.85; 32, $6.30; 34, $7.25; 36, $8.10; 38, $9; 40, $10.35.: [45, 266, 419, 302]
price-entry: HARVEST TOOLS—50, 10 and 5 per cent.: [851, 1128, 1117, 1146]
lumber-item: Plain white or red oak, 5x5 to 12x12: [1230, 1736, 1449, 1753]
price-entry: Dry White Lead—$5.25 in casks; kegs, $5.50.: [456, 1864, 736, 1881]
column-rule: [429, 97, 430, 2249]
section-title: Montreal Hardware Market.: [491, 726, 764, 751]
price-entry: SYRUPS — Imperial gallon, medium, 33c; special bright, 34@45c.: [1230, 805, 1604, 840]
lumber-item: ¼ Sawed red oak, 1¼ to 2 in: [1230, 1790, 1402, 1807]
price-entry: Ingot Tin—Lamb and Flag, 34@35c per lb.: [456, 889, 719, 907]
price-entry: Bar Iron—Ruling price $1.75@$2.: [456, 816, 668, 833]
lumber-item: ¼ Sawed white oak, 1 in.: [1230, 1808, 1382, 1825]
column-rule: [1219, 97, 1220, 2249]
price-entry: RIVETS AND BURRS—Iron, 60 and 10 per cent; iron burrs, 55 per cent; copper rivets and burrs, 25 and 5 per cent.: [835, 1588, 1209, 1623]
price-entry: GREASE, AXLE—Fraser's, per case, ¼ gross, $3.75; Diamond, light, $1.75 case dark, $1.70; Mica, $3.: [45, 892, 419, 927]
table-subhead-row: [1230, 1951, 1604, 1969]
price-entry: DRIED FRUITS—Raisins, Valencia, selected, 6½@7½c, off stalk, 5¼@6c, California 3-crown loose Muscatels, 7¾@8½c; Filiatras currants, 10c; Patras, 10½@11c; Vostizzas, 12@13c; California dried fruits — Apricots, 10@12c; peaches, 8½@12c; prunes 50's to 80's, 5½@6½c; 80's to 90's, 5¼@5⅜c; 90's to 100's, 4¾@5c; Sultanas, 9¼@12½c; Hallowee dates, 4@5c.: [1230, 1319, 1604, 1447]
price-entry: IRON PIPE—Black pipe—¼ in., $4.35; ⅜ in., $3.25, ⅜ in., $3.30; ½ in., $3.50; ¾ in., $3.65; 1 in., $5.15; 1¼, $7; 1½, $8.40; 2 in., $12; 2½, $20.05; 3, $24.55; 3½, $30.75; 4, $39; 4½, $41.50; 5, $47.35; 6, $62.10. Galvanized pipe— ½ in., $4.90; ¾, $5.25, 1, $7.55; 1¼, $10.30; 1½, $12.35; 2, $16.50.: [835, 1220, 1209, 1330]
lumber-price: 80.00: [1570, 1736, 1604, 1753]
price-entry: ANVILS—Per pound, 10¼@12½c; anvil and vice combined, each, $3@$4.50.: [45, 156, 419, 192]
price-entry: PARIS WHITE—90@$1.00.: [1246, 271, 1422, 289]
price-entry: POULTRY NETTING—Discount of 55 per cent.: [851, 1569, 1148, 1587]
price-entry: COFFEE —Rio, green, 8@12c; Mocha, 23@28c; Java, 18@32c.: [1230, 878, 1604, 914]
price-entry: CUT NAILS—$2.45 per keg for small lots and $2.35 for carlots f.o.b. Toronto, Hamilton and London.: [835, 834, 1209, 870]
price-entry: BUTTS—Cast, loose pin, com., 60 per cent; Peterboro, 45 per cent; wrought steel narrow, 65 per cent; loose pin, 65 per cent, bronze, 45c up.: [45, 487, 419, 541]
price-entry: BITS, AUGER—American, 60 per cent; Jennings' Excelsior, 45 per cent.: [45, 340, 419, 376]
lumber-item: ⅝x4 in. ceiling, 8 to 16 ft: [1230, 2113, 1383, 2130]
price-entry: ZINC Sheets, in casks, $7.50 per 100 lb, broken lots, $8.: [456, 686, 798, 704]
price-entry: COPPER—Tinned sheets, 28c; planished, 33c; boiler and T. K. pitts, plain tinned, per lb. 29c; spun, 33c.: [45, 781, 419, 818]
table-row: [1230, 2041, 1604, 2059]
price-entry: CARTRIDGES—Rim fire, American discount 33 1-3 per cent; Dominion 50 and 5 per cent; central fire pistol, American discount 5 per cent, Dominion discount 30 per cent; military and sporting, American 10 per cent advance on list; Dominion 15 per cent.: [45, 542, 419, 634]
lumber-price: 80.00: [1570, 1772, 1604, 1789]
price-entry: SOLDER—Half and half, per lb, 21c.: [61, 1903, 290, 1920]
price-entry: TINNED SHEETS—28 gauge, 8½c.: [851, 1955, 1073, 1973]
lumber-price: 80.00: [1570, 1701, 1604, 1718]
lumber-item: Common: [1230, 1880, 1286, 1897]
price-entry: CANADA PLATES—All dull, $2.90 per 100lb; half-polished, $3.00; and all bright, $3.50.: [835, 650, 1209, 686]
footer-dash: [806, 2236, 822, 2237]
price-entry: $4.50, Apollo, 10¾ ounce, $4.50; Comet, $4.30@$4.45, with 15c allowance in car lots.: [440, 852, 814, 888]
price-entry: BARBED WIRE—Car lots, f.o.b. Cleveland, $2.70@$2.82½; Toronto, $3.05 per 100 lb.: [835, 374, 1209, 410]
table-row: [1230, 2167, 1604, 2185]
lumber-item: No. 1 ¾x3 in. maple, 2 to 16 ft: [1230, 2005, 1415, 2022]
section-rule: [1324, 705, 1511, 706]
price-entry: BLACK SHEETS— 28 gauge, $3, dead flat, $3.50.: [851, 466, 1163, 483]
lumber-price: 52.00: [1570, 1987, 1604, 2004]
price-entry: BUILDING PAPER—Anchor, plain, 55c; Cyclone and Jubilee, plain, 65c; Anchor, tarred, 75c; Jubilee, tarred, 77½c; Cyclone, tarred, 80c; Shield, tarred, 90c.: [45, 432, 419, 486]
lumber-item: No. 1 3 in. maple, 4 to 16 ft: [1230, 1970, 1397, 1987]
table-row: [1230, 1987, 1604, 2005]
price-entry: BINDING—Agricultural, 65 per cent; No. 1, 60 per cent; extra, 50 per cent off new list.: [45, 303, 419, 339]
price-entry: HORSE NAILS — Countersunk, 60 per cent; C brand, 50 and 7½ per cent; other brands, 50, 10 and 5 per cent.: [835, 1146, 1209, 1182]
